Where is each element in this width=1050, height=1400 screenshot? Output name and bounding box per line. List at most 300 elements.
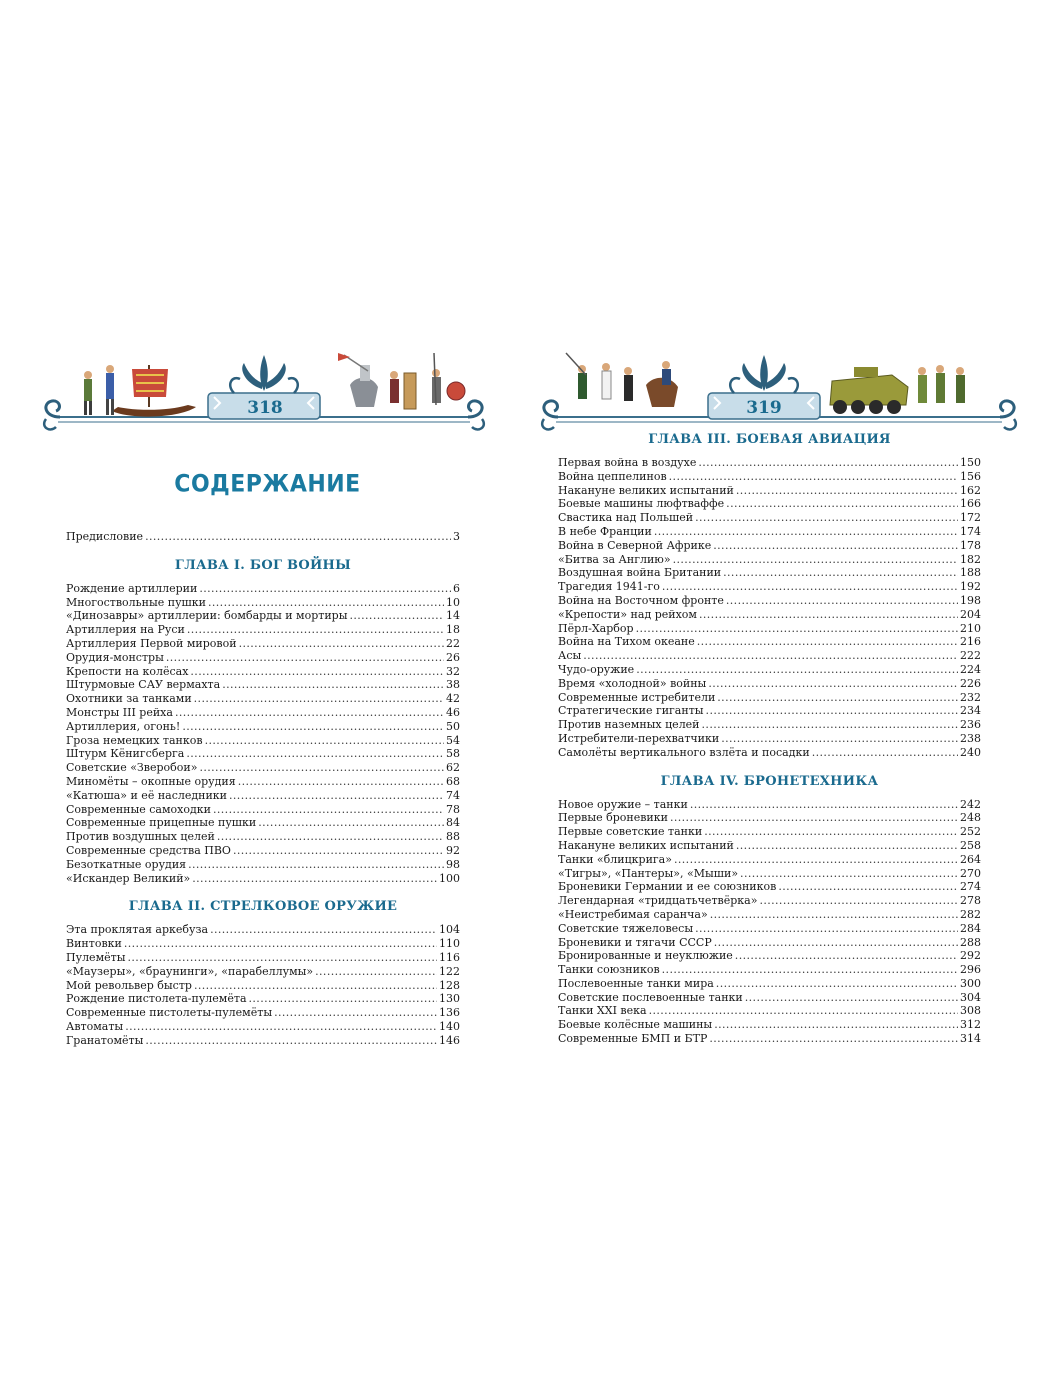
entry-page: 6 [453, 581, 460, 595]
toc-entry[interactable] [66, 637, 460, 651]
toc-entry[interactable] [558, 977, 981, 991]
dot-leader [723, 566, 958, 580]
dot-leader [258, 816, 444, 830]
entry-page: 216 [960, 635, 981, 649]
entry-page: 136 [439, 1006, 460, 1020]
dot-leader [190, 665, 444, 679]
toc-entry[interactable] [558, 539, 981, 553]
entry-page: 300 [960, 976, 981, 990]
dot-leader [709, 1032, 958, 1046]
entry-page: 238 [960, 731, 981, 745]
entry-title: Пёрл-Харбор [558, 621, 634, 635]
entry-title: В небе Франции [558, 524, 652, 538]
toc-left [66, 530, 460, 1048]
entry-page: 22 [446, 636, 460, 650]
chapter-heading[interactable]: ГЛАВА II. СТРЕЛКОВОЕ ОРУЖИЕ [128, 899, 398, 915]
entry-title: Эта проклятая аркебуза [66, 923, 209, 937]
dot-leader [192, 872, 437, 886]
dot-leader [238, 775, 444, 789]
entry-title: Броневики и тягачи СССР [558, 935, 712, 949]
dot-leader [166, 651, 444, 665]
entry-title: «Неистребимая саранча» [558, 907, 708, 921]
dot-leader [636, 622, 958, 636]
entry-title: Рождение пистолета-пулемёта [66, 992, 247, 1006]
entry-title: «Тигры», «Пантеры», «Мыши» [558, 866, 739, 880]
toc-entry[interactable] [66, 623, 460, 637]
entry-page: 10 [446, 595, 460, 609]
toc-entry[interactable] [558, 663, 981, 677]
entry-title: Накануне великих испытаний [558, 483, 734, 497]
entry-title: Свастика над Польшей [558, 511, 694, 525]
dot-leader [708, 677, 958, 691]
dot-leader [239, 637, 444, 651]
entry-title: «Динозавры» артиллерии: бомбарды и мортиры [66, 609, 348, 623]
entry-page: 88 [446, 830, 460, 844]
entry-title: Современные самоходки [66, 802, 211, 816]
entry-page: 236 [960, 718, 981, 732]
entry-page: 188 [960, 566, 981, 580]
entry-title: Гроза немецких танков [66, 733, 203, 747]
toc-entry[interactable] [66, 979, 460, 993]
entry-title: Против воздушных целей [66, 830, 215, 844]
page-number: 319 [746, 398, 782, 418]
entry-title: Советские «Зверобои» [66, 761, 198, 775]
entry-title: Многоствольные пушки [66, 595, 206, 609]
entry-title: Первые броневики [558, 811, 668, 825]
entry-title: Воздушная война Британии [558, 566, 722, 580]
entry-page: 288 [960, 935, 981, 949]
entry-page: 248 [960, 811, 981, 825]
dot-leader [229, 789, 444, 803]
dot-leader [210, 923, 437, 937]
dot-leader [124, 937, 437, 951]
entry-page: 292 [960, 949, 981, 963]
entry-page: 98 [446, 857, 460, 871]
entry-title: Рождение артиллерии [66, 581, 198, 595]
toc-entry[interactable] [558, 456, 981, 470]
entry-title: Броневики Германии и ее союзников [558, 880, 777, 894]
entry-page: 18 [446, 623, 460, 637]
toc-entry[interactable] [558, 867, 981, 881]
dot-leader [662, 580, 958, 594]
viking-ship-icon [112, 365, 196, 417]
dot-leader [740, 867, 958, 881]
dot-leader [699, 608, 958, 622]
entry-title: Мой револьвер быстр [66, 978, 192, 992]
toc-entry[interactable] [558, 704, 981, 718]
toc-entry[interactable] [558, 622, 981, 636]
toc-entry[interactable] [558, 635, 981, 649]
entry-title: Асы [558, 649, 582, 663]
toc-entry[interactable] [66, 678, 460, 692]
entry-page: 166 [960, 497, 981, 511]
toc-entry[interactable] [66, 1006, 460, 1020]
entry-title: Миномёты – окопные орудия [66, 774, 236, 788]
page-number: 318 [247, 398, 283, 418]
entry-title: Танки XXI века [558, 1004, 647, 1018]
entry-title: Винтовки [66, 937, 122, 951]
toc-entry[interactable] [558, 825, 981, 839]
entry-page: 150 [960, 456, 981, 469]
dot-leader [702, 718, 958, 732]
toc-entry[interactable] [66, 761, 460, 775]
entry-page: 172 [960, 511, 981, 525]
dot-leader [736, 484, 958, 498]
entry-page: 140 [439, 1019, 460, 1033]
chapter-list [558, 432, 981, 1046]
entry-title: Первые советские танки [558, 825, 703, 839]
right-page [528, 0, 1050, 1400]
entry-page: 242 [960, 797, 981, 811]
dot-leader [194, 692, 444, 706]
entry-title: Чудо-оружие [558, 662, 635, 676]
entry-page: 130 [439, 992, 460, 1006]
entry-title: Война на Тихом океане [558, 635, 695, 649]
toc-entry[interactable] [66, 937, 460, 951]
dot-leader [583, 649, 958, 663]
dot-leader [698, 456, 958, 470]
entry-title: Против наземных целей [558, 718, 700, 732]
entry-page: 178 [960, 538, 981, 552]
toc-entry[interactable] [558, 853, 981, 867]
dot-leader [706, 704, 958, 718]
toc-entry[interactable] [558, 1018, 981, 1032]
entry-page: 146 [439, 1033, 460, 1047]
entry-title: «Крепости» над рейхом [558, 607, 697, 621]
entry-title: Боевые машины люфтваффе [558, 497, 725, 511]
toc-entry[interactable] [66, 582, 460, 596]
entry-page: 284 [960, 921, 981, 935]
dot-leader [726, 594, 958, 608]
toc-entry[interactable] [66, 651, 460, 665]
entry-title: Орудия-монстры [66, 650, 164, 664]
entry-page: 42 [446, 692, 460, 706]
entry-page: 240 [960, 745, 981, 759]
entry-title: Автоматы [66, 1019, 124, 1033]
entry-page: 282 [960, 907, 981, 921]
entry-title: Артиллерия на Руси [66, 623, 185, 637]
entry-page: 84 [446, 816, 460, 830]
entry-title: Танки союзников [558, 963, 660, 977]
toc-entry-preface[interactable] [66, 530, 460, 544]
toc-entry[interactable] [558, 470, 981, 484]
fleur-de-lis-icon [230, 355, 298, 393]
dot-leader [745, 991, 958, 1005]
dot-leader [213, 803, 444, 817]
entry-title: Первая война в воздухе [558, 456, 697, 469]
dot-leader [222, 678, 444, 692]
dot-leader [704, 825, 958, 839]
dot-leader [674, 853, 958, 867]
entry-title: Стратегические гиганты [558, 704, 704, 718]
entry-page: 182 [960, 552, 981, 566]
entry-page: 68 [446, 774, 460, 788]
toc-entry[interactable] [558, 594, 981, 608]
left-page [0, 0, 520, 1400]
entry-page: 26 [446, 650, 460, 664]
entry-page: 38 [446, 678, 460, 692]
toc-entry[interactable] [558, 580, 981, 594]
entry-page: 296 [960, 963, 981, 977]
entry-title: Бронированные и неуклюжие [558, 949, 733, 963]
entry-title: «Искандер Великий» [66, 871, 191, 885]
entry-page: 224 [960, 662, 981, 676]
entry-page: 274 [960, 880, 981, 894]
soldier-figures-icon [566, 353, 678, 407]
toc-right [558, 432, 981, 1046]
toc-entry[interactable] [66, 965, 460, 979]
entry-title: Трагедия 1941-го [558, 580, 660, 594]
entry-page: 74 [446, 788, 460, 802]
entry-title: Новое оружие – танки [558, 797, 688, 811]
toc-entry[interactable] [558, 732, 981, 746]
entry-page: 128 [439, 978, 460, 992]
entry-page: 204 [960, 607, 981, 621]
entry-title: Штурм Кёнигсберга [66, 747, 185, 761]
entry-title: Пулемёты [66, 950, 126, 964]
entry-page: 264 [960, 852, 981, 866]
dot-leader [636, 663, 958, 677]
entry-title: Современные средства ПВО [66, 843, 231, 857]
entry-title: Накануне великих испытаний [558, 838, 734, 852]
toc-entry[interactable] [558, 525, 981, 539]
toc-entry[interactable] [66, 692, 460, 706]
entry-page: 116 [439, 950, 460, 964]
entry-page: 232 [960, 690, 981, 704]
toc-entry[interactable] [558, 949, 981, 963]
chapter-list [66, 558, 460, 1048]
entry-page: 192 [960, 580, 981, 594]
entry-page: 62 [446, 761, 460, 775]
toc-entry[interactable] [66, 596, 460, 610]
toc-entry[interactable] [66, 923, 460, 937]
toc-entry[interactable] [66, 872, 460, 886]
dot-leader [736, 839, 958, 853]
toc-entry[interactable] [66, 747, 460, 761]
entry-page: 104 [439, 923, 460, 937]
entry-page: 110 [439, 937, 460, 951]
toc-entry[interactable] [558, 566, 981, 580]
dot-leader [716, 977, 958, 991]
toc-entry[interactable] [558, 746, 981, 760]
toc-entry[interactable] [558, 691, 981, 705]
dot-leader [208, 596, 444, 610]
toc-entry[interactable] [558, 894, 981, 908]
dot-leader [717, 691, 958, 705]
entry-title: Советские послевоенные танки [558, 990, 743, 1004]
dot-leader [349, 609, 444, 623]
toc-entry[interactable] [66, 734, 460, 748]
entry-page: 46 [446, 705, 460, 719]
entry-title: Современные прицепные пушки [66, 816, 257, 830]
toc-entry[interactable] [66, 858, 460, 872]
entry-page: 58 [446, 747, 460, 761]
dot-leader [187, 623, 444, 637]
toc-entry[interactable] [66, 789, 460, 803]
dot-leader [233, 844, 444, 858]
entry-page: 3 [453, 530, 460, 543]
dot-leader [199, 582, 451, 596]
toc-entry[interactable] [558, 811, 981, 825]
dot-leader [274, 1006, 437, 1020]
toc-entry[interactable] [558, 608, 981, 622]
entry-page: 50 [446, 719, 460, 733]
dot-leader [145, 530, 451, 544]
toc-entry[interactable] [558, 1032, 981, 1046]
dot-leader [249, 992, 438, 1006]
dot-leader [194, 979, 437, 993]
chapter-heading[interactable]: ГЛАВА III. БОЕВАЯ АВИАЦИЯ [648, 432, 891, 447]
entry-page: 156 [960, 469, 981, 483]
toc-entry[interactable] [66, 830, 460, 844]
dot-leader [690, 798, 958, 812]
entry-page: 92 [446, 843, 460, 857]
toc-entry[interactable] [66, 1020, 460, 1034]
entry-title: Танки «блицкрига» [558, 852, 672, 866]
entry-title: Современные БМП и БТР [558, 1032, 708, 1046]
toc-entry[interactable] [66, 720, 460, 734]
toc-entry[interactable] [66, 1034, 460, 1048]
entry-title: Артиллерия, огонь! [66, 719, 181, 733]
toc-entry[interactable] [558, 839, 981, 853]
entry-page: 100 [439, 871, 460, 885]
entry-title: Монстры III рейха [66, 705, 173, 719]
toc-entry[interactable] [558, 553, 981, 567]
toc-entry[interactable] [558, 880, 981, 894]
toc-entry[interactable] [66, 816, 460, 830]
toc-entry[interactable] [66, 951, 460, 965]
toc-entry[interactable] [558, 511, 981, 525]
dot-leader [721, 732, 958, 746]
entry-page: 278 [960, 894, 981, 908]
entry-title: Безоткатные орудия [66, 857, 187, 871]
entry-page: 174 [960, 524, 981, 538]
entry-title: Предисловие [66, 530, 144, 543]
entry-page: 78 [446, 802, 460, 816]
dot-leader [695, 511, 958, 525]
dot-leader [714, 1018, 958, 1032]
chapter-heading[interactable]: ГЛАВА IV. БРОНЕТЕХНИКА [660, 773, 879, 789]
entry-title: Современные истребители [558, 690, 716, 704]
entry-title: Легендарная «тридцатьчетвёрка» [558, 894, 758, 908]
dot-leader [669, 470, 958, 484]
dot-leader [182, 720, 444, 734]
toc-entry[interactable] [66, 706, 460, 720]
toc-entry[interactable] [66, 665, 460, 679]
contents-title: СОДЕРЖАНИЕ [174, 470, 361, 499]
toc-entry[interactable] [66, 775, 460, 789]
toc-entry[interactable] [558, 936, 981, 950]
dot-leader [812, 746, 958, 760]
entry-title: Охотники за танками [66, 692, 192, 706]
toc-entry[interactable] [558, 677, 981, 691]
entry-title: «Маузеры», «браунинги», «парабеллумы» [66, 964, 314, 978]
dot-leader [649, 1004, 958, 1018]
entry-title: Война цеппелинов [558, 469, 667, 483]
page-header-ornament [536, 345, 1022, 435]
entry-title: Война на Восточном фронте [558, 593, 724, 607]
entry-page: 314 [960, 1032, 981, 1046]
dot-leader [673, 553, 958, 567]
dot-leader [695, 922, 958, 936]
chapter-heading[interactable]: ГЛАВА I. БОГ ВОЙНЫ [174, 557, 352, 573]
dot-leader [186, 747, 444, 761]
dot-leader [670, 811, 958, 825]
entry-title: «Катюша» и её наследники [66, 788, 228, 802]
entry-page: 270 [960, 866, 981, 880]
toc-entry[interactable] [558, 991, 981, 1005]
entry-title: «Битва за Англию» [558, 552, 671, 566]
toc-entry[interactable] [558, 649, 981, 663]
entry-title: Артиллерия Первой мировой [66, 636, 237, 650]
toc-entry[interactable] [558, 963, 981, 977]
entry-page: 14 [446, 609, 460, 623]
dot-leader [726, 497, 958, 511]
dot-leader [315, 965, 437, 979]
entry-title: Самолёты вертикального взлёта и посадки [558, 745, 810, 759]
entry-page: 198 [960, 593, 981, 607]
entry-title: Гранатомёты [66, 1033, 144, 1047]
entry-title: Советские тяжеловесы [558, 921, 694, 935]
dot-leader [175, 706, 444, 720]
entry-page: 258 [960, 838, 981, 852]
entry-title: Современные пистолеты-пулемёты [66, 1006, 273, 1020]
armored-vehicle-icon [830, 367, 908, 414]
entry-page: 162 [960, 483, 981, 497]
entry-page: 304 [960, 990, 981, 1004]
entry-page: 234 [960, 704, 981, 718]
entry-title: Послевоенные танки мира [558, 976, 714, 990]
entry-page: 226 [960, 676, 981, 690]
toc-entry[interactable] [558, 497, 981, 511]
dot-leader [710, 908, 958, 922]
dot-leader [778, 880, 958, 894]
dot-leader [714, 936, 958, 950]
toc-entry[interactable] [558, 718, 981, 732]
entry-page: 312 [960, 1018, 981, 1032]
entry-page: 122 [439, 964, 460, 978]
entry-title: Крепости на колёсах [66, 664, 189, 678]
toc-entry[interactable] [558, 922, 981, 936]
entry-page: 32 [446, 664, 460, 678]
dot-leader [188, 858, 444, 872]
toc-entry[interactable] [66, 992, 460, 1006]
entry-page: 252 [960, 825, 981, 839]
entry-page: 308 [960, 1004, 981, 1018]
dot-leader [217, 830, 444, 844]
toc-entry[interactable] [66, 803, 460, 817]
dot-leader [199, 761, 444, 775]
entry-page: 54 [446, 733, 460, 747]
page-header-ornament [38, 345, 490, 435]
dot-leader [205, 734, 444, 748]
toc-entry[interactable] [558, 1004, 981, 1018]
toc-entry[interactable] [558, 798, 981, 812]
dot-leader [127, 951, 437, 965]
dot-leader [662, 963, 958, 977]
dot-leader [759, 894, 958, 908]
entry-title: Боевые колёсные машины [558, 1018, 713, 1032]
entry-title: Истребители-перехватчики [558, 731, 720, 745]
dot-leader [735, 949, 958, 963]
toc-entry[interactable] [558, 908, 981, 922]
toc-entry[interactable] [66, 609, 460, 623]
entry-title: Штурмовые САУ вермахта [66, 678, 221, 692]
fleur-de-lis-icon [730, 355, 798, 393]
toc-entry[interactable] [66, 844, 460, 858]
toc-entry[interactable] [558, 484, 981, 498]
dot-leader [125, 1020, 437, 1034]
